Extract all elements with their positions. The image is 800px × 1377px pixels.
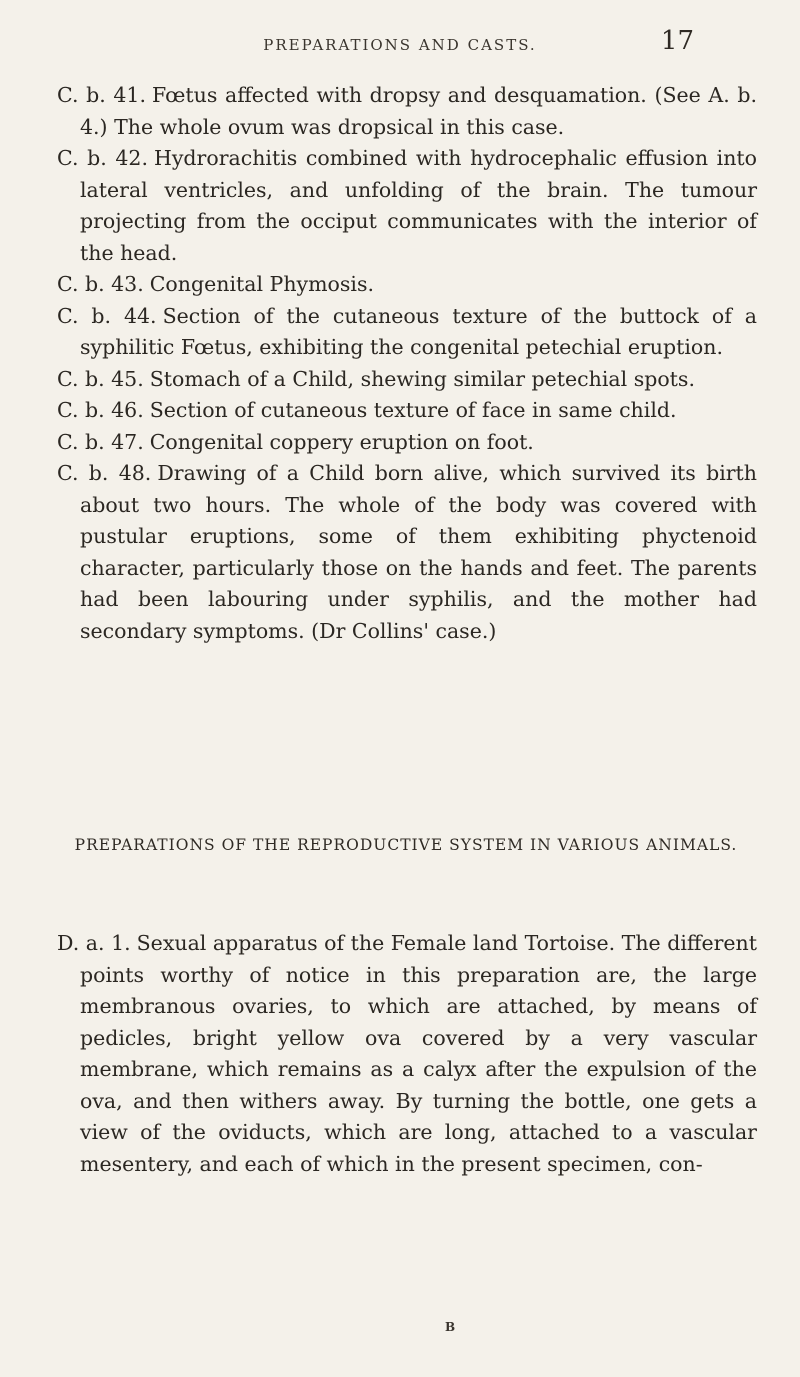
entry-c-b-44 — [57, 301, 757, 364]
entry-ref: C. b. 47. — [57, 429, 144, 454]
entry-ref: C. b. 45. — [57, 366, 144, 391]
catalogue-entries — [57, 80, 757, 647]
entry-c-b-42 — [57, 143, 757, 269]
entry-ref: C. b. 42. — [57, 146, 148, 170]
signature-mark: B — [445, 1320, 456, 1334]
entry-c-b-41 — [57, 80, 757, 143]
entry-ref: C. b. 48. — [57, 461, 152, 485]
entry-ref: C. b. 43. — [57, 272, 144, 296]
entry-ref: C. b. 41. — [57, 83, 146, 107]
entry-ref: C. b. 46. — [57, 398, 144, 422]
entry-c-b-46 — [57, 395, 757, 427]
entry-c-b-47 — [57, 427, 757, 459]
running-head: PREPARATIONS AND CASTS. — [263, 36, 537, 54]
entry-text: Congenital Phymosis. — [149, 272, 374, 296]
entry-c-b-48 — [57, 458, 757, 647]
entry-ref: D. a. 1. — [57, 931, 131, 955]
catalogue-entries-reproductive — [57, 928, 757, 1180]
section-heading: PREPARATIONS OF THE REPRODUCTIVE SYSTEM IN VARIOUS ANIMALS. — [74, 836, 738, 854]
entry-text: Drawing of a Child born alive, which survived its birth about two hours. The whole of the body was covered with pustular eruptions, some of them exhibiting phyctenoid character, particularly those on the hands and feet. The parents had been labouring under syphilis, and the mother had secondary symptoms. (Dr Collins' case.) — [80, 461, 757, 643]
entry-text: Fœtus affected with dropsy and desquamation. (See A. b. 4.) The whole ovum was dropsical in this case. — [80, 83, 758, 139]
entry-ref: C. b. 44. — [57, 303, 157, 328]
entry-text: Hydrorachitis combined with hydrocephalic effusion into lateral ventricles, and unfolding of the brain. The tumour projecting from the occiput communicates with the interior of the head. — [80, 146, 757, 265]
entry-text: Section of the cutaneous texture of the buttock of a syphilitic Fœtus, exhibiting the congenital petechial eruption. — [80, 303, 757, 359]
entry-text: Congenital coppery eruption on foot. — [149, 429, 534, 454]
entry-text: Sexual apparatus of the Female land Tortoise. The different points worthy of notice in this preparation are, the large membranous ovaries, to which are attached, by means of pedicles, bright yellow ova covered by a very vascular membrane, which remains as a calyx after the expulsion of the ova, and then withers away. By turning the bottle, one gets a view of the oviducts, which are long, attached to a vascular mesentery, and each of which in the present specimen, con- — [80, 931, 757, 1176]
entry-c-b-43 — [57, 269, 757, 301]
entry-text: Stomach of a Child, shewing similar petechial spots. — [149, 366, 695, 391]
entry-text: Section of cutaneous texture of face in same child. — [149, 398, 677, 422]
page-number: 17 — [660, 26, 694, 56]
entry-d-a-1 — [57, 928, 757, 1180]
entry-c-b-45 — [57, 364, 757, 396]
